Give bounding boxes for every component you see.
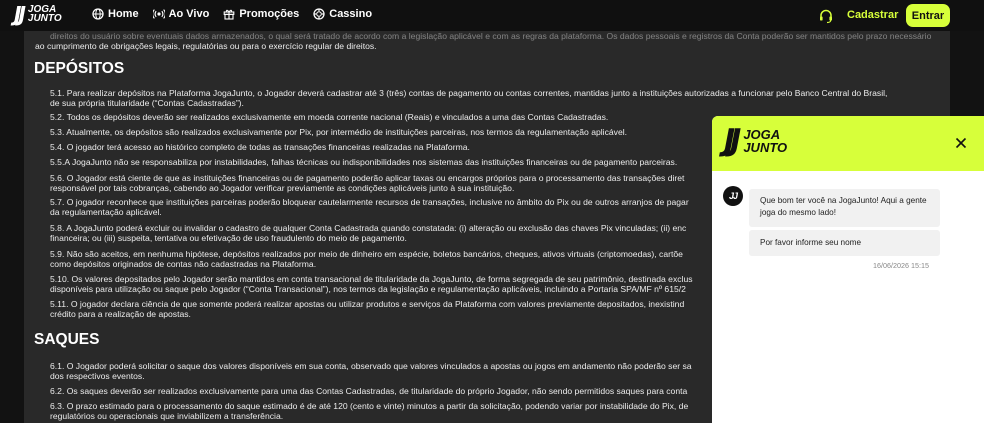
headset-icon[interactable] bbox=[818, 8, 834, 24]
nav-promocoes[interactable] bbox=[223, 8, 299, 20]
paragraph-line: disponíveis para utilização ou saque pelo Jogador (“Conta Transacional”), nos termos da legislação e regulamentação aplicáveis, incluindo a Portaria SPA/MF nº 615/2 bbox=[50, 284, 686, 294]
paragraph-line: 5.3. Atualmente, os depósitos são realizados exclusivamente por Pix, por intermédio de instituições parceiras, nos termos da regulamentação aplicável. bbox=[50, 127, 628, 137]
paragraph-line: regulatórios ou operacionais que inviabilizem a transferência. bbox=[50, 411, 284, 421]
chat-logo bbox=[724, 123, 788, 158]
nav-cassino-label: Cassino bbox=[329, 8, 373, 20]
paragraph-line: da regulamentação aplicável. bbox=[50, 207, 162, 217]
chat-message: Que bom ter você na JogaJunto! Aqui a gente joga do mesmo lado! bbox=[749, 189, 940, 227]
site-logo[interactable] bbox=[14, 4, 62, 24]
paragraph-line: 5.2. Todos os depósitos deverão ser realizados exclusivamente em moeda corrente nacional (Reais) e vinculados a uma das Contas Cadastradas. bbox=[50, 112, 609, 122]
chat-logo-words bbox=[743, 128, 787, 154]
chat-header bbox=[712, 116, 984, 171]
paragraph-line: crédito para a realização de apostas. bbox=[50, 309, 191, 319]
paragraph-line: 5.8. A JogaJunto poderá excluir ou invalidar o cadastro de qualquer Conta Cadastrada quando constatada: (i) alteração ou exclusão das chaves Pix vinculadas; (ii) enc bbox=[50, 223, 687, 233]
paragraph-line: 5.10. Os valores depositados pelo Jogador serão mantidos em conta transacional de titularidade da JogaJunto, de forma segregada de seu patrimônio, destinada exclus bbox=[50, 274, 693, 284]
paragraph-line: 5.11. O jogador declara ciência de que somente poderá realizar apostas ou utilizar produtos e serviços da Plataforma com valores previamente depositados, inexistind bbox=[50, 299, 685, 309]
nav-ao-vivo-label: Ao Vivo bbox=[168, 8, 210, 20]
main-nav bbox=[92, 8, 372, 20]
chat-logo-mark: JJ bbox=[724, 123, 737, 158]
paragraph-line: de sua própria titularidade (“Contas Cadastradas”). bbox=[50, 98, 244, 108]
intro-line: ao cumprimento de obrigações legais, regulatórias ou para o exercício regular de direitos. bbox=[35, 41, 377, 51]
paragraph-line: 5.4. O jogador terá acesso ao histórico completo de todas as transações financeiras realizadas na Plataforma. bbox=[50, 142, 470, 152]
close-icon[interactable] bbox=[955, 137, 967, 149]
globe-icon bbox=[92, 8, 104, 20]
paragraph-line: 5.6. O Jogador está ciente de que as instituições financeiras ou de pagamento poderão aplicar taxas ou encargos próprios para o processamento das transações diret bbox=[50, 173, 685, 183]
message-timestamp: 16/06/2026 15:15 bbox=[873, 261, 929, 270]
nav-promocoes-label: Promoções bbox=[239, 8, 300, 20]
paragraph-line: como depósitos originados de contas não cadastradas na Plataforma. bbox=[50, 259, 317, 269]
paragraph-line: 6.1. O Jogador poderá solicitar o saque dos valores disponíveis em sua conta, observado que valores vinculados a apostas ou jogos em andamento não poderão ser sa bbox=[50, 361, 692, 371]
nav-ao-vivo[interactable] bbox=[153, 8, 210, 20]
paragraph-line: 6.3. O prazo estimado para o processamento do saque estimado é de até 120 (cento e vinte) minutos a partir da solicitação, podendo variar por instabilidade do Pix, de bbox=[50, 401, 689, 411]
chip-icon bbox=[313, 8, 325, 20]
paragraph-line: 5.7. O jogador reconhece que instituições parceiras poderão bloquear cautelarmente recursos de transações, inclusive no âmbito do Pix ou de outros arranjos de pagar bbox=[50, 197, 689, 207]
paragraph-line: financeira; ou (iii) suspeita, tentativa ou efetivação de uso fraudulento do meio de pagamento. bbox=[50, 233, 407, 243]
logo-text-joga: JOGA bbox=[27, 4, 57, 15]
section-title-depositos: DEPÓSITOS bbox=[34, 60, 125, 77]
paragraph-line: 5.9. Não são aceitos, em nenhuma hipótese, depósitos realizados por meio de dinheiro em espécie, boletos bancários, cheques, ativos virtuais (criptomoedas), cartõe bbox=[50, 249, 683, 259]
live-icon bbox=[153, 8, 165, 20]
top-header bbox=[0, 0, 984, 31]
paragraph-line: 5.1. Para realizar depósitos na Plataforma JogaJunto, o Jogador deverá cadastrar até 3 (três) contas de pagamento ou contas correntes, mantidas junto a instituições autorizadas a funcionar pelo Banco Central do Brasil, bbox=[50, 88, 888, 98]
chat-message: Por favor informe seu nome bbox=[749, 230, 940, 256]
logo-text-junto: JUNTO bbox=[27, 13, 62, 24]
nav-home[interactable] bbox=[92, 8, 139, 20]
paragraph-line: 6.2. Os saques deverão ser realizados exclusivamente para uma das Contas Cadastradas, de titularidade do próprio Jogador, não sendo permitidos saques para conta bbox=[50, 386, 688, 396]
login-button[interactable]: Entrar bbox=[906, 4, 950, 27]
nav-cassino[interactable] bbox=[313, 8, 372, 20]
chat-widget bbox=[712, 116, 984, 423]
gift-icon bbox=[223, 8, 235, 20]
bot-avatar: JJ bbox=[723, 186, 743, 206]
logo-mark: JJ bbox=[14, 2, 23, 26]
chat-logo-text-junto: JUNTO bbox=[743, 140, 788, 155]
paragraph-line: dos respectivos eventos. bbox=[50, 371, 145, 381]
section-title-saques: SAQUES bbox=[34, 331, 100, 348]
logo-words bbox=[28, 5, 62, 23]
chat-logo-text-joga: JOGA bbox=[743, 127, 781, 142]
paragraph-line: responsável por tais cobranças, cabendo ao Jogador verificar previamente as condições aplicáveis junto à sua instituição. bbox=[50, 183, 515, 193]
register-button[interactable]: Cadastrar bbox=[847, 9, 899, 21]
intro-faded-line: direitos do usuário sobre eventuais dados armazenados, o qual será tratado de acordo com a legislação aplicável e com as regras da plataforma. Os dados pessoais e registros da Conta poderão ser mantidos pelo prazo necessário bbox=[50, 31, 932, 41]
nav-home-label: Home bbox=[108, 8, 139, 20]
paragraph-line: 5.5.A JogaJunto não se responsabiliza por instabilidades, falhas técnicas ou indisponibilidades nos sistemas das instituições financeiras ou de pagamento parceiras. bbox=[50, 157, 678, 167]
